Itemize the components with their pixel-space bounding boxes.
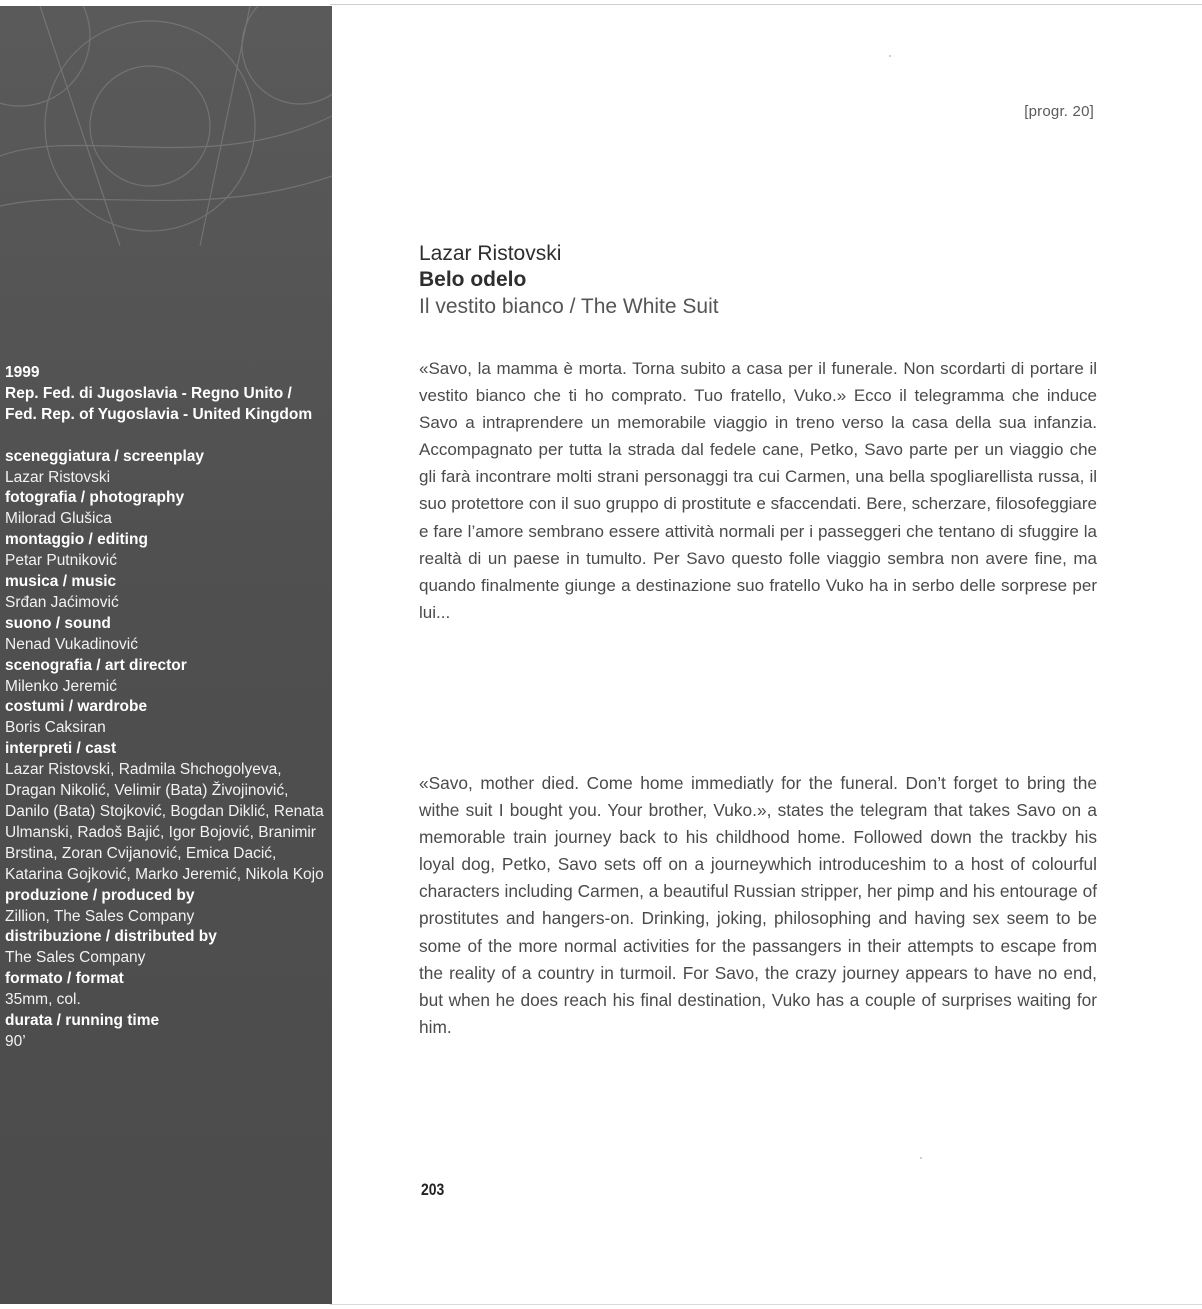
credit-art-director	[5, 656, 325, 698]
credit-label: scenografia / art director	[5, 656, 187, 674]
production-year: 1999	[5, 364, 40, 381]
credit-screenplay	[5, 447, 325, 489]
credit-value: Zillion, The Sales Company	[5, 907, 195, 925]
bottom-edge-line	[330, 1304, 1202, 1305]
credit-distributed-by	[5, 927, 325, 969]
credit-value: The Sales Company	[5, 949, 146, 967]
credit-label: distribuzione / distributed by	[5, 928, 217, 946]
film-reel-decoration	[0, 6, 332, 246]
director-name: Lazar Ristovski	[419, 242, 562, 265]
production-country: Rep. Fed. di Jugoslavia - Regno Unito / Fed. Rep. of Yugoslavia - United Kingdom	[5, 384, 313, 423]
credit-value: Lazar Ristovski	[5, 468, 111, 486]
credit-value: 35mm, col.	[5, 991, 81, 1009]
credit-label: formato / format	[5, 970, 124, 988]
original-title: Belo odelo	[419, 268, 527, 291]
credit-label: interpreti / cast	[5, 740, 117, 758]
credit-value: Lazar Ristovski, Radmila Shchogolyeva, Dragan Nikolić, Velimir (Bata) Živojinović, Danilo (Bata) Stojković, Bogdan Diklić, Renata Ulmanski, Radoš Bajić, Igor Bojović, Branimir Brstina, Zoran Cvijanović, Emica Dacić, Katarina Gojković, Marko Jeremić, Nikola Kojo	[5, 761, 324, 883]
credit-label: musica / music	[5, 573, 117, 591]
credit-label: montaggio / editing	[5, 531, 148, 549]
credit-label: suono / sound	[5, 614, 111, 632]
credits-sidebar	[0, 6, 332, 1304]
credit-wardrobe	[5, 697, 325, 739]
credit-music	[5, 572, 325, 614]
credit-sound	[5, 614, 325, 656]
program-reference: [progr. 20]	[1024, 103, 1094, 120]
synopsis-italian: «Savo, la mamma è morta. Torna subito a casa per il funerale. Non scordarti di portare il vestito bianco che ti ho comprato. Tuo fratello, Vuko.» Ecco il telegramma che induce Savo a intraprendere un memorabile viaggio in treno verso la casa della sua infanzia. Accompagnato per tutta la strada dal fedele cane, Petko, Savo parte per un viaggio che gli farà incontrare molti strani personaggi tra cui Carmen, una bella spogliarellista russa, il suo protettore con il suo gruppo di prostitute e sfaccendati. Bere, scherzare, filosofeggiare e fare l’amore sembrano essere attività normali per i passeggeri che tentano di sfuggire la realtà di un paese in tumulto. Per Savo questo folle viaggio sembra non avere fine, ma quando finalmente giunge a destinazione suo fratello Vuko ha in serbo delle sorprese per lui...	[419, 359, 1097, 622]
credit-value: Srđan Jaćimović	[5, 593, 119, 611]
credit-label: produzione / produced by	[5, 886, 195, 904]
credit-value: Nenad Vukadinović	[5, 635, 138, 653]
film-heading	[419, 240, 1099, 320]
credit-label: fotografia / photography	[5, 489, 185, 507]
credit-label: sceneggiatura / screenplay	[5, 447, 205, 465]
paper-speck	[889, 55, 891, 57]
credit-value: Milenko Jeremić	[5, 677, 117, 695]
credit-label: costumi / wardrobe	[5, 698, 148, 716]
credit-value: Boris Caksiran	[5, 719, 106, 737]
credit-photography	[5, 488, 325, 530]
synopsis-english: «Savo, mother died. Come home immediatly for the funeral. Don’t forget to bring the withe suit I bought you. Your brother, Vuko.», states the telegram that takes Savo on a memorable train journey back to his childhood home. Followed down the trackby his loyal dog, Petko, Savo sets off on a journeywhich introduceshim to a host of colourful characters including Carmen, a beautiful Russian stripper, her pimp and his entourage of prostitutes and hangers-on. Drinking, joking, philosophing and having sex seem to be some of the more normal activities for the passangers in their attempts to escape from the reality of a country in turmoil. For Savo, the crazy journey appears to have no end, but when he does reach his final destination, Vuko has a couple of surprises waiting for him.	[419, 773, 1097, 1037]
page-number: 203	[421, 1180, 445, 1199]
credit-value: 90’	[5, 1032, 26, 1050]
credit-label: durata / running time	[5, 1012, 160, 1030]
credit-running-time	[5, 1011, 325, 1053]
credit-value: Petar Putniković	[5, 552, 117, 570]
credit-editing	[5, 530, 325, 572]
paper-speck	[920, 1157, 922, 1159]
credit-produced-by	[5, 886, 325, 928]
credit-format	[5, 969, 325, 1011]
credits-list	[5, 363, 325, 1053]
top-edge-line	[330, 4, 1202, 5]
translated-title: Il vestito bianco / The White Suit	[419, 295, 719, 318]
credit-cast	[5, 739, 325, 885]
credit-value: Milorad Glušica	[5, 510, 112, 528]
